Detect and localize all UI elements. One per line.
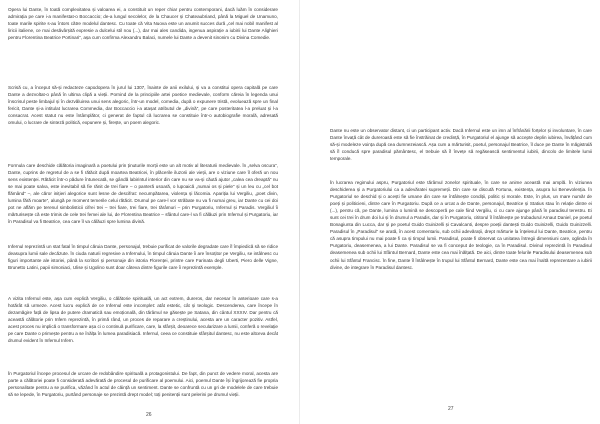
left-paragraph-2: Scrisă cu, a început să-și redacteze capodopera în jurul lui 1307, înainte de anii exilului, și va a constitui opera capitală pe care Dante a dezvoltat-o până în ultima clipă a vieții. Pornind de la principiile artei poetice medievale, conform căreia în legenda unui înscrisul peste limbajul și în dezvăluirea unui sens alegoric, într-un model, comedia, după o expunere tristă, evoluează spre un final fericit, Dante și-a intitulat lucrarea Commedia, dar Boccaccio i-a atașat atributul de „divină”, pe care posteritatea l-a preluat și l-a consacrat. Acest statut nu este întâmplător, ci generat de faptul că lucrarea se constituie într-o autobiografie morală, adresată omului, o lucrare de sinteză politică, expunere și, firește, un poem alegoric. <box>8 85 278 126</box>
right-paragraph-2: În lucrarea regimului aspru, Purgatoriul este tărâmul zonelor spirituale, în care se anime această mai amplă. În viziunea deschiderea și a Purgatoriului ca a adevăratei supremeții. Din care se discută Fortuna, existența, asupra lui Benevolenția. În Purgatoriul se deschid și o acești fie umane din care se întâlnește condiții, politic și morale. Este, în plus, un mare număr de poeți și politicieni, dintre care în Purgatoriu. După ce a urcat a de Dante, personajul, Beatrice și Statius stau în relație dintre ei (...), pentru că, pe Dante, lumina o lumină se descoperă pe cale fiind Vergiliu, ci cu care ajunge până în paradisul terestru. Ei sunt cei trei în drum doi lui și în drumul a Paradis, dar și în Purgatoriu, cititorul îl întâlnește pe trubadurul Arnaut Daniel, pe poetul Bonagiunta din Lucca, dar și pe poetul Guido Guinizelli și Cavalcanti, despre poeții dantești Guido Guinizelli, Guido Guinizzelli. Paradisul în „Paradisul” se arată, în acest comentariu, sub ochii adevărații, drept mărturie la înțelesul lui Dante, Beatrice, pentru că asupra timpului nu mai poate fi ca și timpul lumii. Paradisul, poate fi observat ca unitatea întregii dimensiuni care, oglinda în Purgatoriu, deasemenea, a lui Dante. Paradisul se va fi conceput de teologie, ca în Paradisul. Divinul reprezintă în Paradisul deasemenea sub ochii lui Sfântul Bernard, Dante este cea mai înălțată. De aici, dintre toate felurile Paradisului deasemenea sub ochii lui Sfântul Francisc. În fine, Dante îl întâlnește în trupul lui Sfântul Bernard, Dante este cea mai înaltă reprezentare a iubirii divine, de integrare în Paradisul dantesc. <box>330 180 592 270</box>
left-paragraph-5: A vizita Infernul este, așa cum explică Vergiliu, o călătorie spirituală, un act extrem, dureros, dar necesar în anterioare care s-a hotărât să urmeze. Acest lucru explică de ce Infernul este incomplet: atât estetic, cât și teologic. Descenderea, care începe în dezamăgire față de lipsa de putere dramatică sau emoțională, din tărâmul se găsește pe Satana, din cântul XXXIV. Dar pentru că această călătorie prin Infern reprezintă, în primă rând, un proces de reparare a creștinului, acesta are un caracter pozitiv. Astfel, acest proces nu implică o transformare așa ci o continuă purificare, care, la sfârșit, deoarece secularizare a lumii, conferă o revelație pe care Dante o primește pentru a se înălța în lumea paradisiacă. Infernul, ceea ce constituie sfârșitul dantesc, nu este altceva decât drumul evident în Infernul Infern. <box>8 296 278 344</box>
right-page <box>300 0 600 424</box>
right-page-number: 27 <box>448 406 454 412</box>
right-paragraph-1: Dante nu este un observator distant, ci un participant activ. Dacă Infernul este un imn al înfrânării forțelor și involuntare, în care Dante învață cât de dureroasă este să fie înstrăinat de credință, în Purgatoriul el ajunge să accepte deplin iubirea, învățând cum să-și modeleze voința după cea dumnezeiască. Așa cum a mărturisit, poetul, personajul Beatrice, îl duce pe Dante în măgistrală să îl conducă spre paradisul pământesc, el trebuie să îl învețe să regăsească sentimentul iubirii, dincolo de limitele lumii temporale. <box>330 128 592 162</box>
left-paragraph-3: Formula care deschide călătoria imaginară a poetului prin ținuturile morții este un alt motiv al literaturii medievale. În „selva oscura”, Dante, cuprins de regretul de a se fi rătăcit după moartea Beatricei, în plăcerile iluzorii ale vieții, are o viziune care îl oferă un nou sens existenței. Rătăcit într-o pădure întunecată, se gândă labirintul interior din care nu se va-și căută ajutor „calea cea dreaptă” nu se mai poate salva, este inevitabil să fie rănit de trei fiare – o panteră usoară, o lupoaică „numai os și piele” și un leu cu „cel bot flămând” –, ale căror inițieri alegorice sunt lesne de descifrat: necumpătarea, violența și lăcomia. Apariția lui Vergiliu, „poet divin, lumina fără moarte”, alungă pe moment temerile celui rătăcit. Drumul pe care-l vor străbate nu va fi numai greu, iar Dante cu cei doi pot ne aflăm pe terenul simbolisticii cifrei trei – trei fiare, trei fiare, trei tărâmuri – prin Purgatoriu, Infernul și Paradis. Vergiliul îi mărturisește că este trimis de cele trei femei ale lui, de Florentina Beatrice – sfântul care-l va fi călăuzi prin Infernul și Purgatoriu, iar în Paradisul va fi Beatrice, cea care îl va călăuzi spre lumina divină. <box>8 163 278 225</box>
left-paragraph-1: Opera lui Dante, în toată complexitatea și valoarea ei, a constituit un reper chiar pentru contemporani, dacă luăm în considerare admirația pe care i-a manifestat-o Boccaccio; de-a lungul secolelor, de la Chaucer și Chateaubriand, până la Miguel de Unamuno, toate marile spirite s-au întors către modelul dantesc. Cu toate că Vita Nuova este un anumit succes dură „cel mai nobil manifest al liricii italiene, ce mai desăvârșită expresie a dulcelui stil nou (...), dar mai ales candida, ingenua aspirație a iubirii lui Dante Alighieri pentru Florentina Beatrice Portinari”, așa cum confirma Alexandru Balaci, numele lui Dante a devenit sinonim cu Divina Comedie. <box>8 7 278 41</box>
left-paragraph-6: În Purgatoriul începe procesul de urcare de redobândire spirituală a protagonistului. De fapt, din punct de vedere moral, acesta are parte a călătoriei poate fi considerată adevărată de procesul de purificare al poemului. Aici, poemul Dante își îngrijorează fie propria personalitate pentru a se purifica, văzând în actul de căință un sentiment. Dante se confruntă cu un gri de modelele de care trebuie să se lepede, în Purgatoriu, purtând personaje se prezintă drept model; toți penitenții sunt pelerini pe drumul vieții. <box>8 371 278 398</box>
left-paragraph-4: Infernul reprezintă un stat fatal în timpul căruia Dante, personajul, trebuie purificat de valorile degradate care îl împiedică să se ridice deasupra lumii sale decăzute. În ciuda naturii regresive a Infernului, în timpul căruia Dante îi are însoțitor pe Vergiliu, se intâlnesc cu figuri importante ale istoriei, până la scriitori și personaje din istoria Florenței, printre care Farinata degli Uberti, Piero delle Vigne, Brunetto Latini, papii simoniaci, Ulise și Ugolino sunt doar câteva dintre figurile care îi reprezintă exemple. <box>8 244 278 271</box>
left-page-number: 26 <box>146 412 152 418</box>
